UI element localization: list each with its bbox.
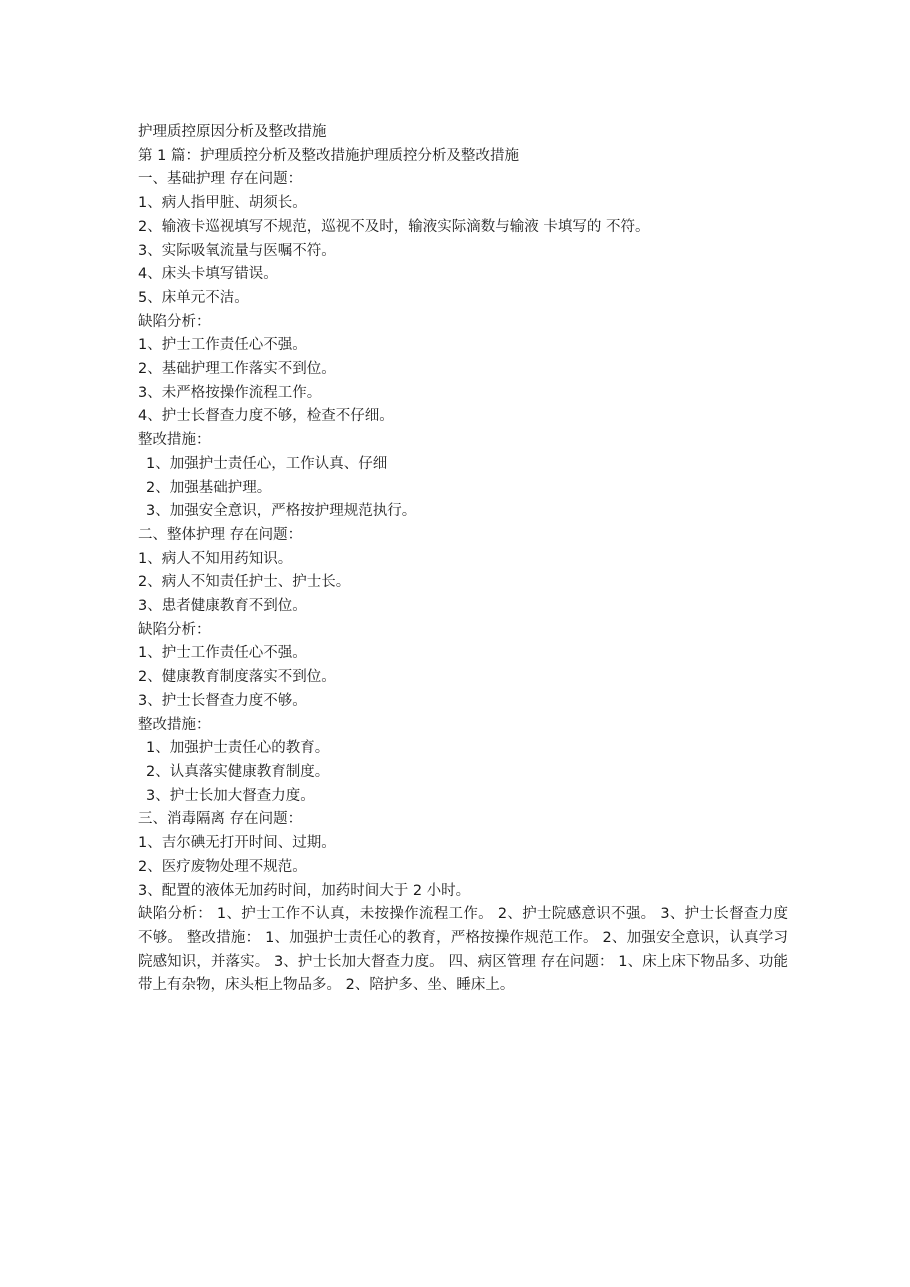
document-line: 整改措施： — [138, 716, 211, 733]
document-line: 3、配置的液体无加药时间，加药时间大于 2 小时。 — [138, 882, 471, 899]
document-line: 第 1 篇：护理质控分析及整改措施护理质控分析及整改措施 — [138, 147, 519, 164]
closing-paragraph: 缺陷分析： 1、护士工作不认真，未按操作流程工作。 2、护士院感意识不强。 3、护士长督查力度不够。 整改措施： 1、加强护士责任心的教育，严格按操作规范工作。 2、加强安全意识，认真学习院感知识，并落实。 3、护士长加大督查力度。 四、病区管理 存在问题： 1、床上床下物品多、功能带上有杂物，床头柜上物品多。 2、陪护多、坐、睡床上。 — [138, 906, 788, 994]
document-body — [138, 121, 788, 998]
document-line: 1、护士工作责任心不强。 — [138, 337, 307, 354]
document-line: 1、加强护士责任心的教育。 — [146, 740, 330, 757]
document-line: 2、输液卡巡视填写不规范，巡视不及时，输液实际滴数与输液 卡填写的 不符。 — [138, 218, 650, 235]
document-line: 整改措施： — [138, 432, 211, 449]
document-line: 2、基础护理工作落实不到位。 — [138, 361, 336, 378]
document-line: 1、护士工作责任心不强。 — [138, 645, 307, 662]
document-line: 2、医疗废物处理不规范。 — [138, 858, 307, 875]
document-line: 三、消毒隔离 存在问题： — [138, 811, 303, 828]
document-line: 3、实际吸氧流量与医嘱不符。 — [138, 242, 336, 259]
document-line: 3、护士长督查力度不够。 — [138, 692, 307, 709]
document-line: 1、加强护士责任心，工作认真、仔细 — [146, 455, 388, 472]
document-line: 2、认真落实健康教育制度。 — [146, 763, 330, 780]
document-line: 4、护士长督查力度不够，检查不仔细。 — [138, 408, 394, 425]
document-line: 缺陷分析： — [138, 621, 211, 638]
document-line: 二、整体护理 存在问题： — [138, 526, 303, 543]
document-line: 护理质控原因分析及整改措施 — [138, 124, 327, 140]
document-line: 缺陷分析： — [138, 313, 211, 330]
document-line: 3、未严格按操作流程工作。 — [138, 384, 322, 401]
document-line: 5、床单元不洁。 — [138, 289, 249, 306]
document-line: 1、病人不知用药知识。 — [138, 550, 293, 567]
document-line: 3、加强安全意识，严格按护理规范执行。 — [146, 503, 417, 520]
document-line: 3、患者健康教育不到位。 — [138, 598, 307, 615]
document-lines — [138, 121, 788, 903]
document-line: 2、病人不知责任护士、护士长。 — [138, 574, 351, 591]
document-line: 2、健康教育制度落实不到位。 — [138, 669, 336, 686]
document-line: 1、病人指甲脏、胡须长。 — [138, 195, 307, 212]
document-line: 2、加强基础护理。 — [146, 479, 272, 496]
document-line: 4、床头卡填写错误。 — [138, 266, 278, 283]
document-line: 一、基础护理 存在问题： — [138, 171, 303, 188]
document-line: 3、护士长加大督查力度。 — [146, 787, 315, 804]
document-line: 1、吉尔碘无打开时间、过期。 — [138, 835, 336, 852]
